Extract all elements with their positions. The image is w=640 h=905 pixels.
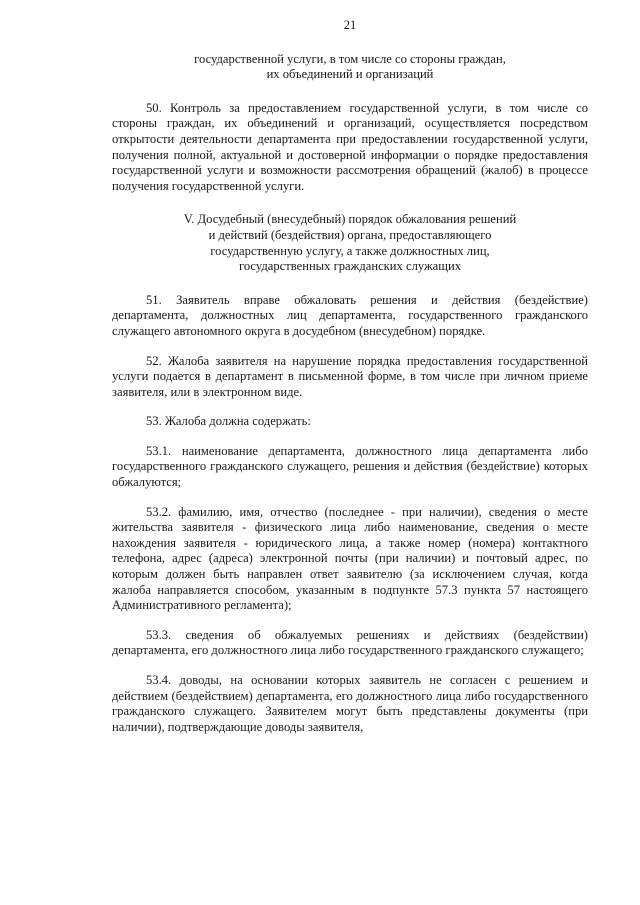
continued-heading-line-1: государственной услуги, в том числе со стороны граждан, [194,51,506,66]
paragraph-50: 50. Контроль за предоставлением государственной услуги, в том числе со стороны граждан, их объединений и организаций, осуществляется посредством открытости деятельности департамента при предоставлении государственной услуги, получения полной, актуальной и достоверной информации о порядке предоставления государственной услуги и возможности рассмотрения обращений (жалоб) в процессе получения государственной услуги. [112,100,588,193]
paragraph-53-4: 53.4. доводы, на основании которых заявитель не согласен с решением и действием (бездействием) департамента, его должностного лица либо государственного гражданского служащего. Заявителем могут быть представлены документы (при наличии), подтверждающие доводы заявителя, [112,673,588,734]
paragraph-53: 53. Жалоба должна содержать: [146,414,311,429]
paragraph-52: 52. Жалоба заявителя на нарушение порядка предоставления государственной услуги подается в департамент в письменной форме, в том числе при личном приеме заявителя, или в электронном виде. [112,353,588,399]
continued-heading-line-2: их объединений и организаций [266,67,434,82]
continued-heading [112,52,588,83]
paragraph-53-2: 53.2. фамилию, имя, отчество (последнее - при наличии), сведения о месте жительства заявителя - физического лица либо наименование, сведения о месте нахождения заявителя - юридического лица, а также номер (номера) контактного телефона, адрес (адреса) электронной почты (при наличии) и почтовый адрес, по которым должен быть направлен ответ заявителю (за исключением случая, когда жалоба направляется способом, указанным в подпункте 57.3 пункта 57 настоящего Административного регламента); [112,504,588,613]
paragraph-53-1: 53.1. наименование департамента, должностного лица департамента либо государственного гражданского служащего, решения и действия (бездействие) которых обжалуются; [112,443,588,490]
section-v-heading-line-2: и действий (бездействия) органа, предоставляющего [208,227,492,242]
section-v-heading-line-3: государственную услугу, а также должностных лиц, [210,243,490,258]
paragraph-51: 51. Заявитель вправе обжаловать решения и действия (бездействие) департамента, должностных лиц департамента, государственного гражданского служащего автономного округа в досудебном (внесудебном) порядке. [112,292,588,338]
section-v-heading-line-4: государственных гражданских служащих [238,259,462,274]
paragraph-53-3: 53.3. сведения об обжалуемых решениях и действиях (бездействии) департамента, его должностного лица либо государственного гражданского служащего; [112,627,588,658]
page-number: 21 [343,18,357,32]
section-v-heading [112,212,588,274]
section-v-heading-line-1: V. Досудебный (внесудебный) порядок обжалования решений [183,212,517,227]
